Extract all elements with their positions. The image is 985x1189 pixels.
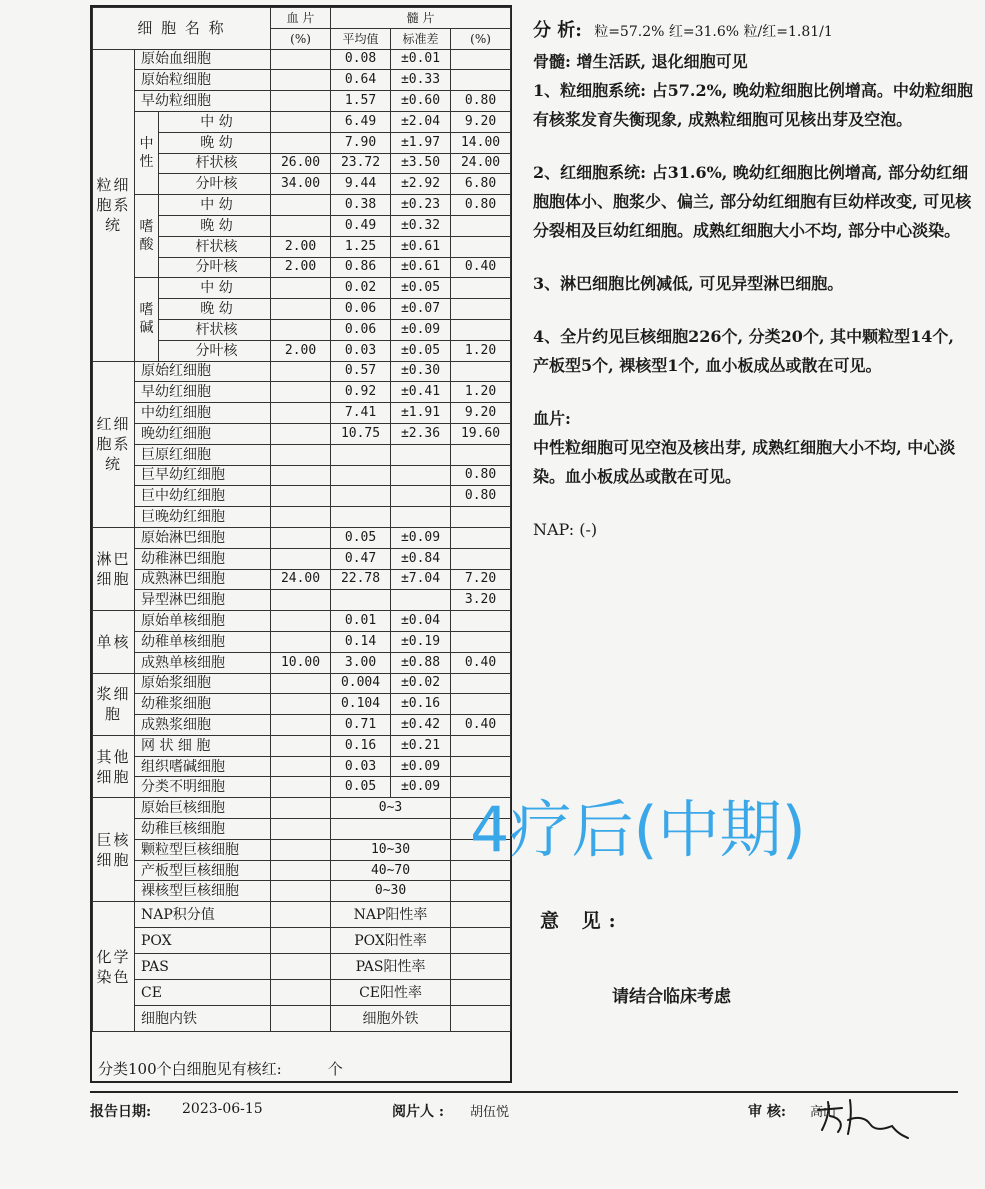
value-sd: ±0.09 [391,527,451,548]
value-pct: 9.20 [451,403,511,424]
table-row [93,527,511,548]
nucleated-red-count-line [98,1058,343,1079]
table-row [93,673,511,694]
analysis-p2: 2、红细胞系统: 占31.6%, 晚幼红细胞比例增高, 部分幼红细胞胞体小、胞浆少、偏兰, 部分幼红细胞有巨幼样改变, 可见核分裂相及巨幼红细胞。成熟红细胞大小不均, 部分中心淡染。 [533,163,972,240]
table-row [93,91,511,112]
value-pct [451,299,511,320]
value-mean: 1.25 [331,236,391,257]
table-row [93,569,511,590]
value-sd: ±0.05 [391,278,451,299]
value-blood [271,590,331,611]
value-pct: 7.20 [451,569,511,590]
value-sd: ±1.97 [391,132,451,153]
table-row [93,49,511,70]
reference-range: 0~30 [331,881,451,902]
reference-range: 0~3 [331,798,451,819]
cell-type-name: 晚 幼 [159,132,271,153]
value-mean [331,444,391,465]
value-blood [271,507,331,528]
value-blood [271,70,331,91]
reference-range: 40~70 [331,860,451,881]
value-sd: ±0.09 [391,319,451,340]
value-pct [451,361,511,382]
stain-value [271,902,331,928]
value-blood [271,403,331,424]
group-label-mega: 巨核细胞 [93,798,135,902]
group-label-chem: 化学染色 [93,902,135,1032]
stain-rate-name: CE阳性率 [331,980,451,1006]
value-sd: ±0.05 [391,340,451,361]
cell-type-name: 原始单核细胞 [135,611,271,632]
report-date: 2023-06-15 [182,1101,263,1117]
stain-rate-value [451,954,511,980]
value-pct [451,694,511,715]
value-sd [391,444,451,465]
treatment-stage-overlay: 4疗后(中期) [470,793,806,866]
cell-type-name: 幼稚巨核细胞 [135,819,271,840]
value-blood [271,132,331,153]
analysis-marrow: 骨髓: 增生活跃, 退化细胞可见 [533,52,748,71]
value-mean: 0.47 [331,548,391,569]
value-blood: 2.00 [271,340,331,361]
value-sd: ±1.91 [391,403,451,424]
value-blood [271,465,331,486]
value-blood [271,715,331,736]
value-sd [391,486,451,507]
reader-label: 阅片人 : [392,1104,445,1120]
table-row [93,444,511,465]
cell-type-name: 裸核型巨核细胞 [135,881,271,902]
table-row [93,928,511,954]
cell-type-name: 产板型巨核细胞 [135,860,271,881]
value-mean: 0.16 [331,735,391,756]
group-label-granulocyte: 粒细胞系统 [93,49,135,361]
value-mean: 0.03 [331,340,391,361]
table-row [93,195,511,216]
value-pct [451,735,511,756]
value-mean: 9.44 [331,174,391,195]
cell-type-name: 巨早幼红细胞 [135,465,271,486]
value-mean: 6.49 [331,111,391,132]
table-row [93,819,511,840]
table-row [93,652,511,673]
cell-type-name: 巨原红细胞 [135,444,271,465]
stain-name: 细胞内铁 [135,1006,271,1032]
opinion-text: 请结合临床考虑 [612,987,731,1007]
value-pct [451,756,511,777]
reviewer-label: 审 核: [748,1104,787,1120]
cell-type-name: 巨中幼红细胞 [135,486,271,507]
value-mean: 7.90 [331,132,391,153]
header-sd: 标准差 [391,28,451,49]
cell-type-name: 成熟淋巴细胞 [135,569,271,590]
table-row [93,465,511,486]
cell-type-name: 晚 幼 [159,299,271,320]
cell-type-name: 中 幼 [159,111,271,132]
value-blood [271,49,331,70]
reference-range: 10~30 [331,839,451,860]
table-row [93,403,511,424]
cell-type-name: 原始巨核细胞 [135,798,271,819]
value-blood [271,215,331,236]
value-sd: ±0.33 [391,70,451,91]
value-mean: 0.08 [331,49,391,70]
cell-type-name: 分叶核 [159,340,271,361]
table-row [93,715,511,736]
opinion-title: 意 见: [540,910,624,932]
table-row [93,902,511,928]
value-sd: ±0.42 [391,715,451,736]
stain-rate-name: 细胞外铁 [331,1006,451,1032]
stain-value [271,928,331,954]
group-label-other: 其他细胞 [93,735,135,797]
cell-type-name: 杆状核 [159,319,271,340]
value-pct: 0.40 [451,715,511,736]
value-pct [451,548,511,569]
value-blood [271,382,331,403]
stain-rate-value [451,980,511,1006]
reader-name: 胡伍悦 [470,1105,510,1120]
cell-type-name: 分叶核 [159,257,271,278]
value-blood [271,673,331,694]
reviewer-name: 高山 [810,1105,837,1120]
value-pct [451,444,511,465]
table-row [93,70,511,91]
value-pct [451,527,511,548]
value-sd [391,507,451,528]
blood-smear-text: 中性粒细胞可见空泡及核出芽, 成熟红细胞大小不均, 中心淡染。血小板成丛或散在可见。 [533,438,956,486]
table-row [93,777,511,798]
stain-rate-value [451,928,511,954]
cell-type-name: 幼稚淋巴细胞 [135,548,271,569]
stain-rate-name: POX阳性率 [331,928,451,954]
table-row [93,798,511,819]
stain-value [271,980,331,1006]
value-sd: ±0.23 [391,195,451,216]
analysis-section [533,16,973,544]
cell-type-name: 早幼粒细胞 [135,91,271,112]
cell-type-name: 分类不明细胞 [135,777,271,798]
value-blood [271,611,331,632]
value-pct: 14.00 [451,132,511,153]
analysis-ratios: 粒=57.2% 红=31.6% 粒/红=1.81/1 [594,24,833,40]
table-row [93,756,511,777]
cell-type-name: 分叶核 [159,174,271,195]
cell-type-name: 颗粒型巨核细胞 [135,839,271,860]
table-row [93,694,511,715]
value-blood: 2.00 [271,257,331,278]
value-mean: 0.06 [331,299,391,320]
stain-name: NAP积分值 [135,902,271,928]
value-blood [271,548,331,569]
table-row [93,839,511,860]
value-blood [271,361,331,382]
group-label-lympho: 淋巴细胞 [93,527,135,610]
value-mean: 0.14 [331,631,391,652]
stain-rate-name: PAS阳性率 [331,954,451,980]
value-blood [271,486,331,507]
value-mean: 23.72 [331,153,391,174]
value-sd [391,590,451,611]
value-sd: ±0.19 [391,631,451,652]
value-sd: ±0.88 [391,652,451,673]
value-sd: ±2.04 [391,111,451,132]
value-blood: 26.00 [271,153,331,174]
value-pct [451,236,511,257]
table-row [93,423,511,444]
table-row [93,631,511,652]
value-mean: 1.57 [331,91,391,112]
nap-result: NAP: (-) [533,520,598,539]
value-pct: 3.20 [451,590,511,611]
value-blood [271,798,331,819]
value-pct [451,631,511,652]
cell-type-name: 网 状 细 胞 [135,735,271,756]
value-blood [271,860,331,881]
table-row [93,548,511,569]
table-row [93,111,511,132]
value-blood [271,735,331,756]
value-pct [451,215,511,236]
header-cell-name: 细 胞 名 称 [93,8,271,50]
value-sd: ±0.60 [391,91,451,112]
value-mean: 0.86 [331,257,391,278]
value-sd: ±3.50 [391,153,451,174]
cell-type-name: 成熟单核细胞 [135,652,271,673]
value-sd: ±0.09 [391,777,451,798]
value-blood: 24.00 [271,569,331,590]
value-sd: ±0.41 [391,382,451,403]
table-row [93,881,511,902]
cell-type-name: 幼稚浆细胞 [135,694,271,715]
group-label-mono: 单核 [93,611,135,673]
value-mean [331,486,391,507]
value-sd: ±0.30 [391,361,451,382]
value-blood: 2.00 [271,236,331,257]
cell-type-name: 中幼红细胞 [135,403,271,424]
reference-range [331,819,451,840]
header-blood: 血 片 [271,8,331,29]
stain-value [271,1006,331,1032]
value-sd: ±0.07 [391,299,451,320]
value-blood [271,881,331,902]
cell-type-name: 组织嗜碱细胞 [135,756,271,777]
value-mean: 0.64 [331,70,391,91]
value-mean: 7.41 [331,403,391,424]
cell-type-name: 早幼红细胞 [135,382,271,403]
count-unit: 个 [327,1060,343,1078]
value-sd: ±0.16 [391,694,451,715]
analysis-p3: 3、淋巴细胞比例减低, 可见异型淋巴细胞。 [533,274,844,293]
value-blood [271,527,331,548]
value-mean: 0.92 [331,382,391,403]
value-blood [271,278,331,299]
value-mean: 0.49 [331,215,391,236]
value-pct [451,49,511,70]
value-blood: 34.00 [271,174,331,195]
reviewer-signature [800,1090,910,1140]
value-sd [391,465,451,486]
cell-type-name: 原始粒细胞 [135,70,271,91]
value-mean [331,465,391,486]
subgroup-label-baso: 嗜碱 [135,278,159,361]
value-blood [271,91,331,112]
cell-type-name: 中 幼 [159,195,271,216]
value-sd: ±0.04 [391,611,451,632]
value-mean: 0.38 [331,195,391,216]
value-pct: 24.00 [451,153,511,174]
value-blood: 10.00 [271,652,331,673]
value-pct [451,319,511,340]
value-sd: ±2.36 [391,423,451,444]
value-blood [271,839,331,860]
value-mean: 0.06 [331,319,391,340]
value-pct [451,673,511,694]
stain-rate-value [451,1006,511,1032]
value-mean: 3.00 [331,652,391,673]
value-sd: ±0.32 [391,215,451,236]
value-pct: 0.80 [451,91,511,112]
value-pct [451,881,511,902]
stain-value [271,954,331,980]
value-blood [271,319,331,340]
value-pct: 1.20 [451,340,511,361]
value-pct: 1.20 [451,382,511,403]
cell-type-name: 杆状核 [159,236,271,257]
value-pct: 0.80 [451,486,511,507]
cell-type-name: 原始红细胞 [135,361,271,382]
value-mean: 22.78 [331,569,391,590]
value-sd: ±2.92 [391,174,451,195]
value-blood [271,195,331,216]
value-pct [451,70,511,91]
subgroup-label-neutro: 中性 [135,111,159,194]
value-sd: ±0.01 [391,49,451,70]
value-pct [451,278,511,299]
cell-type-name: 原始浆细胞 [135,673,271,694]
value-pct: 9.20 [451,111,511,132]
report-table-frame [90,5,512,1083]
analysis-p1: 1、粒细胞系统: 占57.2%, 晚幼粒细胞比例增高。中幼粒细胞有核浆发育失衡现象, 成熟粒细胞可见核出芽及空泡。 [533,81,973,129]
table-row [93,382,511,403]
value-pct: 0.80 [451,465,511,486]
table-row [93,735,511,756]
value-blood [271,819,331,840]
cell-type-name: 幼稚单核细胞 [135,631,271,652]
value-mean: 0.05 [331,777,391,798]
value-pct [451,611,511,632]
table-row [93,507,511,528]
stain-rate-value [451,902,511,928]
value-mean: 0.104 [331,694,391,715]
stain-name: CE [135,980,271,1006]
cell-type-name: 异型淋巴细胞 [135,590,271,611]
blood-smear-title: 血片: [533,409,571,428]
value-mean: 0.004 [331,673,391,694]
table-row [93,980,511,1006]
cell-type-name: 原始淋巴细胞 [135,527,271,548]
value-pct: 19.60 [451,423,511,444]
value-mean: 0.05 [331,527,391,548]
cell-type-name: 晚 幼 [159,215,271,236]
value-mean [331,507,391,528]
value-sd: ±0.21 [391,735,451,756]
cell-type-name: 晚幼红细胞 [135,423,271,444]
value-mean: 0.03 [331,756,391,777]
subgroup-label-eos: 嗜酸 [135,195,159,278]
value-sd: ±0.02 [391,673,451,694]
value-blood [271,777,331,798]
value-pct: 0.40 [451,652,511,673]
cell-type-name: 巨晚幼红细胞 [135,507,271,528]
value-mean: 0.71 [331,715,391,736]
value-blood [271,756,331,777]
cell-type-name: 成熟浆细胞 [135,715,271,736]
table-row [93,954,511,980]
table-row [93,361,511,382]
table-row [93,611,511,632]
value-mean: 0.57 [331,361,391,382]
table-row [93,1006,511,1032]
group-label-erythro: 红细胞系统 [93,361,135,527]
table-row [93,590,511,611]
value-blood [271,631,331,652]
value-pct [451,507,511,528]
value-sd: ±0.09 [391,756,451,777]
analysis-heading [533,16,973,47]
value-blood [271,423,331,444]
stain-rate-name: NAP阳性率 [331,902,451,928]
marrow-table [92,7,511,1032]
cell-type-name: 原始血细胞 [135,49,271,70]
report-date-label: 报告日期: [90,1104,152,1120]
header-blood-pct: (%) [271,28,331,49]
cell-type-name: 中 幼 [159,278,271,299]
value-mean [331,590,391,611]
value-blood [271,111,331,132]
stain-name: PAS [135,954,271,980]
value-pct: 0.40 [451,257,511,278]
value-mean: 10.75 [331,423,391,444]
count-label: 分类100个白细胞见有核红: [98,1060,282,1078]
value-blood [271,694,331,715]
value-blood [271,444,331,465]
analysis-p4: 4、全片约见巨核细胞226个, 分类20个, 其中颗粒型14个, 产板型5个, 裸核型1个, 血小板成丛或散在可见。 [533,327,954,375]
value-mean: 0.01 [331,611,391,632]
value-mean: 0.02 [331,278,391,299]
value-sd: ±0.84 [391,548,451,569]
header-marrow: 髓 片 [331,8,511,29]
group-label-plasma: 浆细胞 [93,673,135,735]
value-blood [271,299,331,320]
value-pct: 6.80 [451,174,511,195]
table-row [93,486,511,507]
table-row [93,860,511,881]
value-sd: ±7.04 [391,569,451,590]
header-mean: 平均值 [331,28,391,49]
header-marrow-pct: (%) [451,28,511,49]
analysis-title: 分 析: [533,20,582,41]
value-pct: 0.80 [451,195,511,216]
stain-name: POX [135,928,271,954]
table-row [93,278,511,299]
value-sd: ±0.61 [391,236,451,257]
cell-type-name: 杆状核 [159,153,271,174]
value-sd: ±0.61 [391,257,451,278]
